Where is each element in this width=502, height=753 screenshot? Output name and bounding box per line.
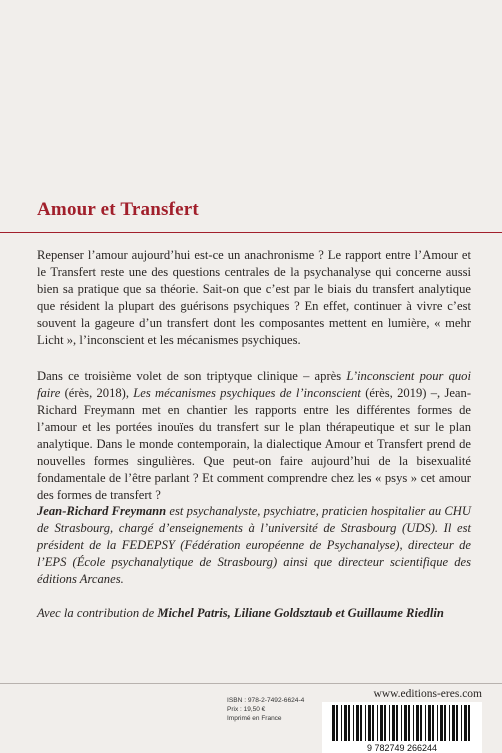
- isbn: ISBN : 978-2-7492-6624-4: [227, 697, 305, 704]
- barcode-bar: [401, 705, 402, 741]
- barcode-bar: [384, 705, 386, 741]
- ref-book-2: Les mécanismes psychiques de l’inconscient: [133, 386, 361, 400]
- p2-text-c: (érès, 2018),: [60, 386, 134, 400]
- barcode-bar: [425, 705, 426, 741]
- barcode-bar: [368, 705, 371, 741]
- barcode-bar: [348, 705, 350, 741]
- barcode-bar: [452, 705, 455, 741]
- barcode-bar: [444, 705, 446, 741]
- footer-divider: [0, 683, 502, 684]
- barcode-bar: [380, 705, 383, 741]
- barcode-bar: [389, 705, 390, 741]
- barcode-bar: [408, 705, 410, 741]
- title-divider: [0, 232, 502, 233]
- barcode-bar: [456, 705, 458, 741]
- author-bio-text: est psychanalyste, psychiatre, praticien hospitalier au CHU de Strasbourg, chargé d’enseignements à l’université de Strasbourg (UDS). Il est président de la FEDEPSY (Fédération européenne de Psychanalyse), directeur de l’EPS (École psychanalytique de Strasbourg) ainsi que directeur scientifique des éditions Arcanes.: [37, 504, 471, 586]
- barcode-bar: [468, 705, 470, 741]
- barcode-bar: [332, 705, 335, 741]
- barcode-bar: [432, 705, 434, 741]
- price: Prix : 19,50 €: [227, 706, 266, 713]
- barcode-bar: [413, 705, 414, 741]
- barcode-bar: [449, 705, 450, 741]
- barcode-bar: [420, 705, 422, 741]
- ref-book-1: L’inconscient pour quoi faire: [37, 369, 471, 400]
- contribution-line: [37, 605, 471, 622]
- barcode-bar: [353, 705, 354, 741]
- barcode-bar: [396, 705, 398, 741]
- publisher-website: www.editions-eres.com: [373, 688, 482, 700]
- barcode-bar: [440, 705, 443, 741]
- barcode-bar: [365, 705, 366, 741]
- summary-paragraph-2: [37, 368, 471, 504]
- summary-paragraph-1: Repenser l’amour aujourd’hui est-ce un anachronisme ? Le rapport entre l’Amour et le Transfert reste une des questions centrales de la psychanalyse qui concerne aussi bien sa pratique que sa théorie. Sait-on que c’est par le biais du transfert analytique que résident la plupart des guérisons psychiques ? En effet, continuer à vivre c’est souvent la gageure d’un transfert dont les composantes mettent en lumière, « mehr Licht », l’inconscient et les mécanismes psychiques.: [37, 248, 471, 347]
- barcode-bar: [356, 705, 359, 741]
- p2-text-e: (érès, 2019) –, Jean-Richard Freymann met en chantier les rapports entre les différentes formes de l’amour et les portées inouïes du transfert sur le plan thérapeutique et sur le plan analytique. Dans le monde contemporain, la dialectique Amour et Transfert prend de nouvelles formes singulières. Que peut-on faire aujourd’hui de la bisexualité fondamentale de l’être parlant ? Et comment comprendre chez les « psys » cet amour des formes de transfert ?: [37, 386, 472, 502]
- printed-in: Imprimé en France: [227, 715, 282, 722]
- publication-info: [227, 696, 304, 723]
- author-name: Jean-Richard Freymann: [37, 504, 167, 518]
- barcode-bar: [464, 705, 467, 741]
- barcode-bar: [341, 705, 342, 741]
- book-title: Amour et Transfert: [37, 199, 199, 220]
- p2-text-a: Dans ce troisième volet de son triptyque clinique – après: [37, 369, 347, 383]
- barcode-bar: [404, 705, 407, 741]
- author-bio: [37, 503, 471, 588]
- barcode-bars: [322, 702, 482, 753]
- contributor-names: Michel Patris, Liliane Goldsztaub et Guillaume Riedlin: [157, 606, 444, 620]
- isbn-barcode: [322, 702, 482, 753]
- barcode-bar: [377, 705, 378, 741]
- barcode-bar: [360, 705, 362, 741]
- barcode-bar: [344, 705, 347, 741]
- barcode-bar: [428, 705, 431, 741]
- barcode-digits: 9 782749 266244: [366, 743, 438, 753]
- barcode-bar: [461, 705, 462, 741]
- barcode-bar: [437, 705, 438, 741]
- barcode-bar: [392, 705, 395, 741]
- barcode-bar: [336, 705, 338, 741]
- barcode-bar: [416, 705, 419, 741]
- barcode-bar: [372, 705, 374, 741]
- contribution-prefix: Avec la contribution de: [37, 606, 158, 620]
